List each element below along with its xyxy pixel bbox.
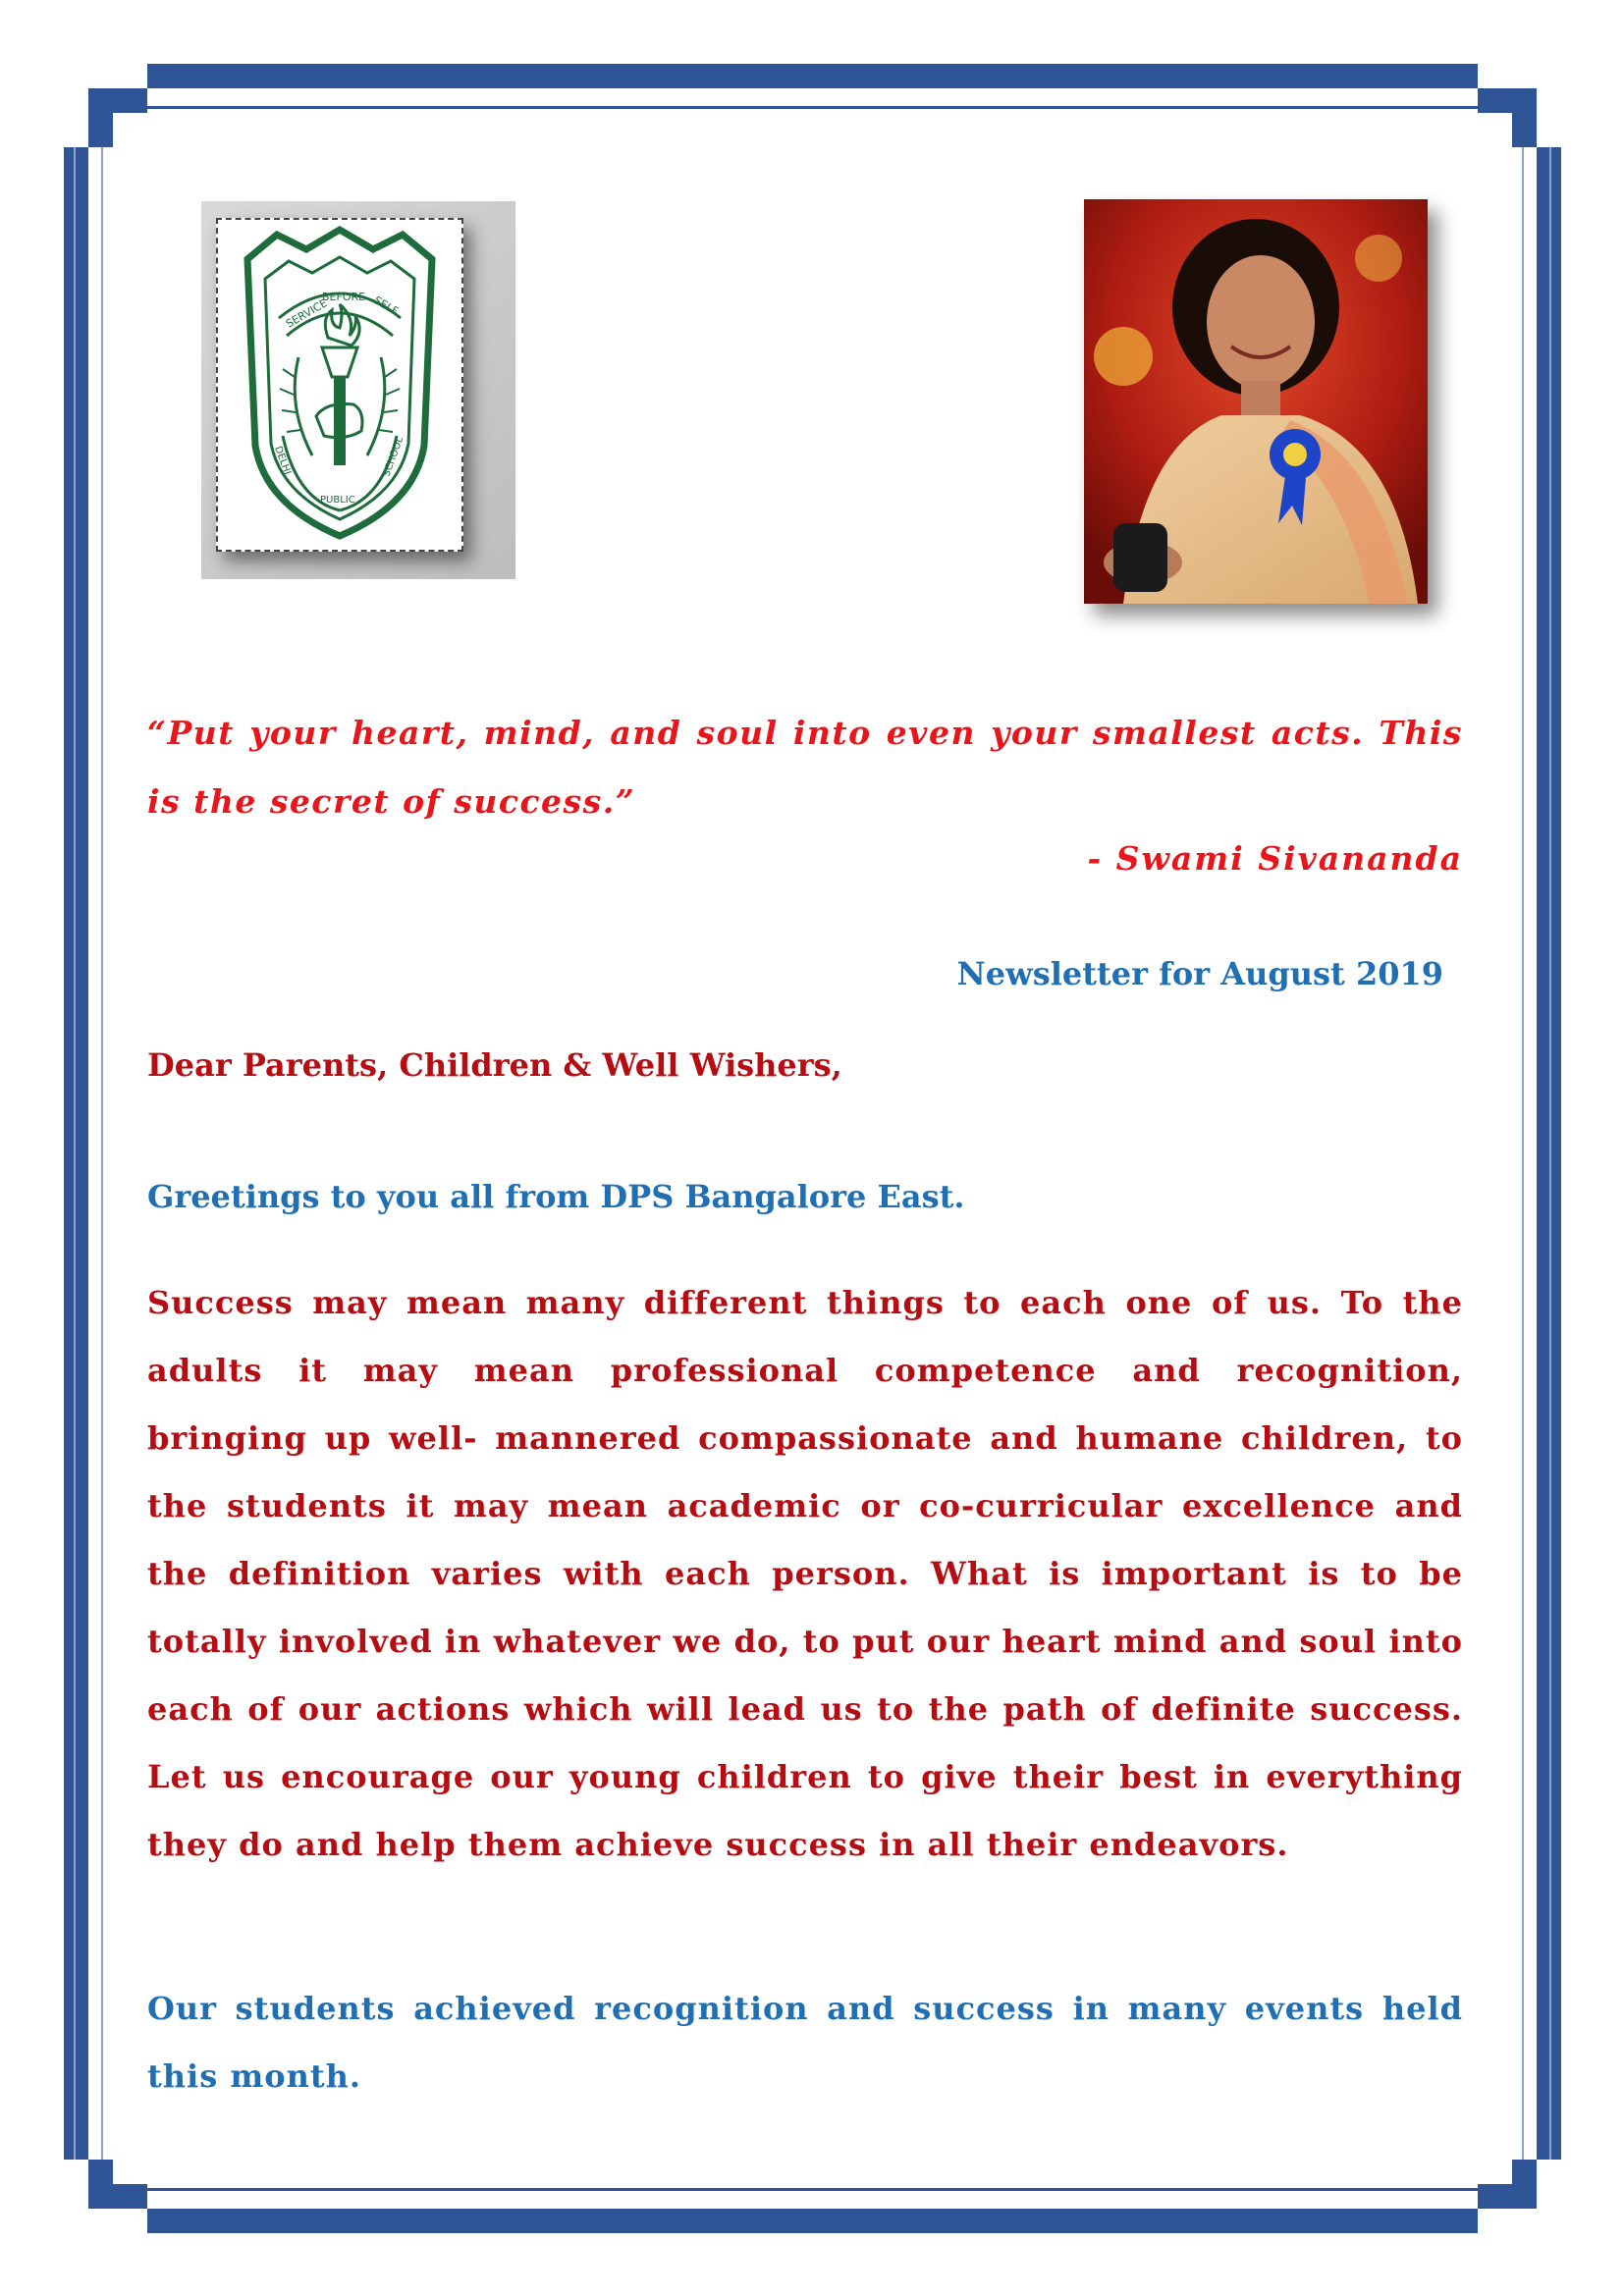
principal-photo [1084, 199, 1428, 604]
body-paragraph: Success may mean many different things to each one of us. To the adults it may mean professional competence and recognition, bringing up well- mannered compassionate and humane children, to the students it may mean academic or co-curricular excellence and the definition varies with each person. What is important is to be totally involved in whatever we do, to put our heart mind and soul into each of our actions which will lead us to the path of definite success. Let us encourage our young children to give their best in everything they do and help them achieve success in all their endeavors. [147, 1284, 1463, 1863]
newsletter-title: Newsletter for August 2019 [956, 955, 1443, 992]
crest-motto-top: BEFORE [322, 291, 366, 303]
crest-motto-right: SELF [371, 294, 401, 318]
salutation: Dear Parents, Children & Well Wishers, [147, 1046, 842, 1084]
school-crest-icon [218, 220, 461, 550]
crest-name-left: DELHI [272, 445, 293, 477]
greeting: Greetings to you all from DPS Bangalore East. [147, 1178, 965, 1215]
crest-motto-left: SERVICE [284, 296, 330, 331]
crest-name-bottom: PUBLIC [320, 495, 355, 506]
quote-author: - Swami Sivananda [1087, 839, 1463, 878]
opening-quote: “Put your heart, mind, and soul into even your smallest acts. This is the secret of success.” [147, 714, 1463, 821]
crest-name-right: SCHOOL [381, 435, 406, 479]
closing-paragraph: Our students achieved recognition and success in many events held this month. [147, 1990, 1463, 2095]
